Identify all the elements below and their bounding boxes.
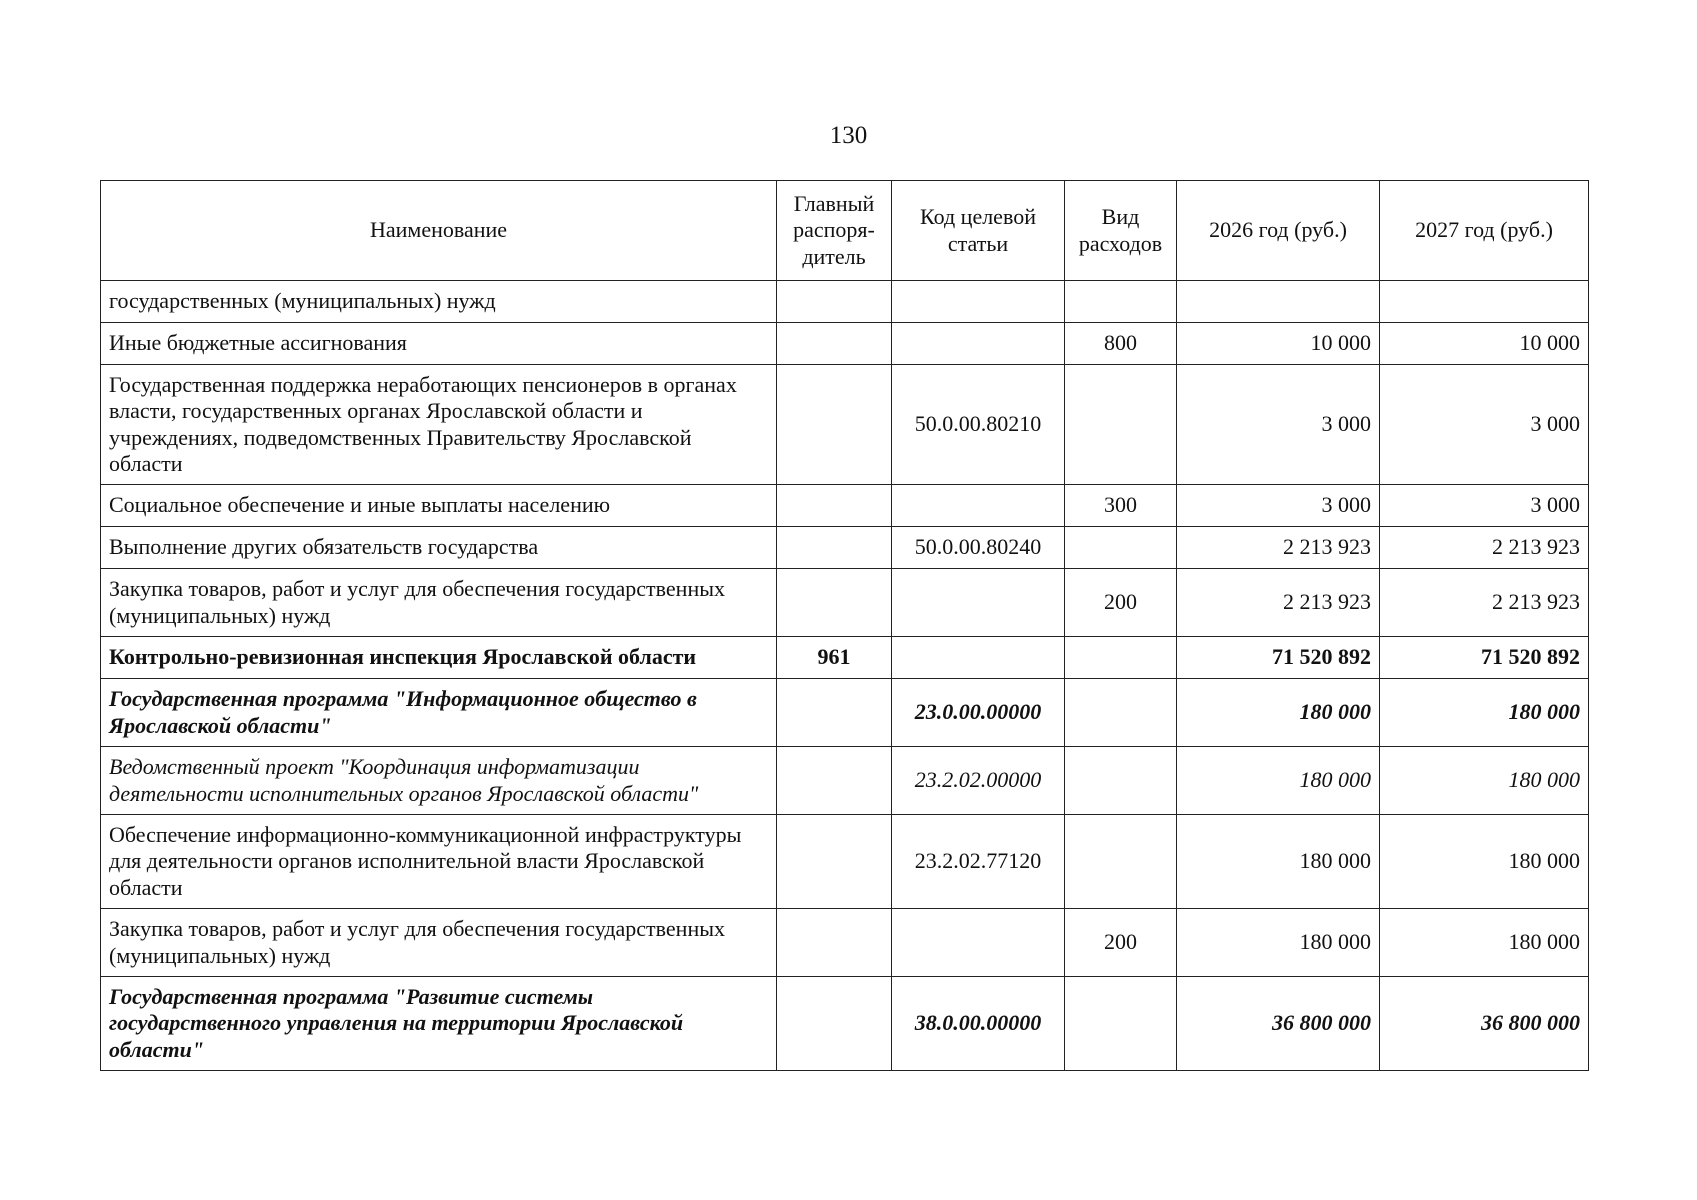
cell-main-manager [777,977,892,1071]
cell-main-manager [777,815,892,909]
cell-target-code [892,637,1065,679]
cell-main-manager [777,365,892,485]
cell-main-manager [777,569,892,637]
cell-year-2026: 3 000 [1177,485,1380,527]
cell-target-code: 38.0.00.00000 [892,977,1065,1071]
cell-target-code [892,485,1065,527]
cell-name: Закупка товаров, работ и услуг для обеспечения государственных (муниципальных) нужд [101,569,777,637]
cell-year-2027: 2 213 923 [1380,569,1589,637]
header-target-code: Код целевой статьи [892,181,1065,281]
cell-year-2027: 3 000 [1380,485,1589,527]
header-expense-type: Вид расходов [1065,181,1177,281]
table-row [101,747,1589,815]
table-row [101,569,1589,637]
cell-year-2027: 180 000 [1380,679,1589,747]
cell-name: Ведомственный проект "Координация информатизации деятельности исполнительных органов Ярославской области" [101,747,777,815]
table-row [101,365,1589,485]
cell-target-code [892,569,1065,637]
cell-target-code [892,323,1065,365]
cell-main-manager [777,485,892,527]
cell-year-2026: 180 000 [1177,909,1380,977]
cell-expense-type [1065,281,1177,323]
table-row [101,527,1589,569]
cell-expense-type: 800 [1065,323,1177,365]
cell-year-2027 [1380,281,1589,323]
cell-year-2026: 180 000 [1177,815,1380,909]
table-row [101,281,1589,323]
table-row [101,977,1589,1071]
cell-year-2026: 10 000 [1177,323,1380,365]
cell-year-2026: 3 000 [1177,365,1380,485]
cell-expense-type [1065,977,1177,1071]
table-header [101,181,1589,281]
cell-target-code [892,281,1065,323]
cell-year-2027: 71 520 892 [1380,637,1589,679]
cell-name: Государственная программа "Развитие системы государственного управления на территории Ярославской области" [101,977,777,1071]
cell-expense-type: 300 [1065,485,1177,527]
header-year-2026: 2026 год (руб.) [1177,181,1380,281]
cell-target-code: 23.0.00.00000 [892,679,1065,747]
cell-year-2026: 180 000 [1177,747,1380,815]
table-row [101,637,1589,679]
table-row [101,815,1589,909]
cell-name: Закупка товаров, работ и услуг для обеспечения государственных (муниципальных) нужд [101,909,777,977]
cell-name: Обеспечение информационно-коммуникационной инфраструктуры для деятельности органов исполнительной власти Ярославской области [101,815,777,909]
cell-year-2026: 36 800 000 [1177,977,1380,1071]
cell-target-code [892,909,1065,977]
table-row [101,679,1589,747]
cell-main-manager [777,747,892,815]
cell-name: Контрольно-ревизионная инспекция Ярославской области [101,637,777,679]
table-row [101,323,1589,365]
cell-main-manager [777,527,892,569]
cell-expense-type [1065,637,1177,679]
cell-target-code: 23.2.02.00000 [892,747,1065,815]
cell-name: государственных (муниципальных) нужд [101,281,777,323]
table-row [101,909,1589,977]
cell-target-code: 23.2.02.77120 [892,815,1065,909]
cell-name: Иные бюджетные ассигнования [101,323,777,365]
cell-year-2026: 2 213 923 [1177,527,1380,569]
cell-main-manager [777,281,892,323]
cell-expense-type [1065,679,1177,747]
cell-expense-type [1065,527,1177,569]
header-name: Наименование [101,181,777,281]
cell-year-2027: 180 000 [1380,909,1589,977]
cell-name: Государственная поддержка неработающих пенсионеров в органах власти, государственных органах Ярославской области и учреждениях, подведомственных Правительству Ярославской области [101,365,777,485]
cell-year-2027: 10 000 [1380,323,1589,365]
cell-year-2027: 3 000 [1380,365,1589,485]
cell-year-2027: 2 213 923 [1380,527,1589,569]
cell-name: Государственная программа "Информационное общество в Ярославской области" [101,679,777,747]
page-number: 130 [829,122,868,149]
cell-expense-type [1065,747,1177,815]
cell-year-2026: 180 000 [1177,679,1380,747]
cell-expense-type: 200 [1065,569,1177,637]
cell-main-manager [777,679,892,747]
cell-main-manager [777,909,892,977]
cell-year-2026: 2 213 923 [1177,569,1380,637]
header-row [101,181,1589,281]
cell-year-2026 [1177,281,1380,323]
table-row [101,485,1589,527]
cell-year-2026: 71 520 892 [1177,637,1380,679]
cell-expense-type [1065,815,1177,909]
cell-name: Социальное обеспечение и иные выплаты населению [101,485,777,527]
cell-expense-type: 200 [1065,909,1177,977]
table-body [101,281,1589,1071]
cell-main-manager [777,323,892,365]
budget-table [100,180,1589,1071]
header-main-manager: Главный распоря-дитель [777,181,892,281]
cell-target-code: 50.0.00.80240 [892,527,1065,569]
header-year-2027: 2027 год (руб.) [1380,181,1589,281]
cell-main-manager: 961 [777,637,892,679]
cell-target-code: 50.0.00.80210 [892,365,1065,485]
cell-name: Выполнение других обязательств государства [101,527,777,569]
cell-year-2027: 180 000 [1380,815,1589,909]
cell-year-2027: 36 800 000 [1380,977,1589,1071]
cell-year-2027: 180 000 [1380,747,1589,815]
cell-expense-type [1065,365,1177,485]
